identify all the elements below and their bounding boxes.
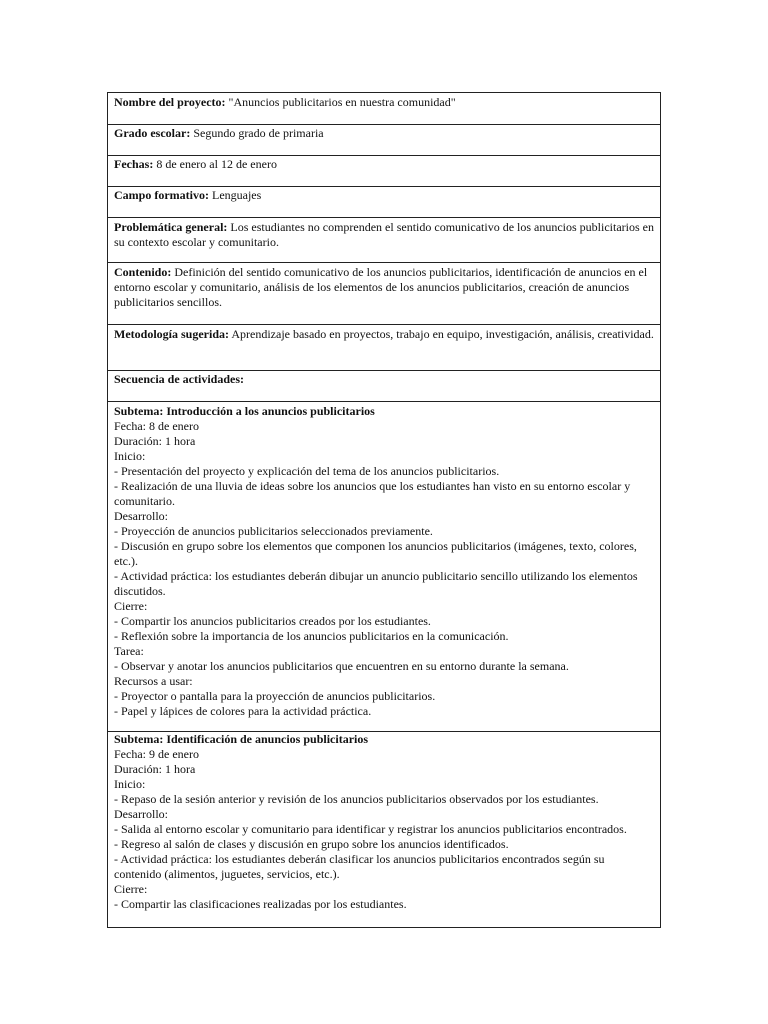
row-campo-formativo [108, 187, 660, 218]
list-item: - Regreso al salón de clases y discusión en grupo sobre los anuncios identificados. [114, 837, 509, 851]
subtema-2-fecha: Fecha: 9 de enero [114, 747, 199, 761]
list-item: - Compartir las clasificaciones realizadas por los estudiantes. [114, 897, 407, 911]
list-item: - Actividad práctica: los estudiantes deberán dibujar un anuncio publicitario sencillo utilizando los elementos discutidos. [114, 569, 638, 598]
value-grado-escolar: Segundo grado de primaria [190, 126, 324, 140]
subtema-2-cierre: Cierre: [114, 882, 148, 896]
row-metodologia [108, 325, 660, 371]
list-item: - Realización de una lluvia de ideas sobre los anuncios que los estudiantes han visto en su entorno escolar y comunitario. [114, 479, 631, 508]
project-table [107, 92, 661, 928]
label-campo-formativo: Campo formativo: [114, 188, 209, 202]
subtema-2-desarrollo: Desarrollo: [114, 807, 168, 821]
row-problematica [108, 218, 660, 263]
subtema-1-duracion: Duración: 1 hora [114, 434, 196, 448]
subtema-2-cell [108, 732, 660, 927]
row-fechas [108, 156, 660, 187]
label-secuencia: Secuencia de actividades: [114, 372, 244, 386]
subtema-1-cell [108, 402, 660, 732]
subtema-1-tarea: Tarea: [114, 644, 144, 658]
subtema-1-desarrollo: Desarrollo: [114, 509, 168, 523]
list-item: - Presentación del proyecto y explicación del tema de los anuncios publicitarios. [114, 464, 500, 478]
label-grado-escolar: Grado escolar: [114, 126, 191, 140]
list-item: - Proyector o pantalla para la proyección de anuncios publicitarios. [114, 689, 436, 703]
subtema-2-title: Subtema: Identificación de anuncios publicitarios [114, 732, 369, 746]
label-contenido: Contenido: [114, 265, 172, 279]
list-item: - Papel y lápices de colores para la actividad práctica. [114, 704, 372, 718]
label-nombre-proyecto: Nombre del proyecto: [114, 95, 226, 109]
subtema-1-cierre: Cierre: [114, 599, 148, 613]
list-item: - Actividad práctica: los estudiantes deberán clasificar los anuncios publicitarios encontrados según su contenido (alimentos, juguetes, servicios, etc.). [114, 852, 605, 881]
list-item: - Reflexión sobre la importancia de los anuncios publicitarios en la comunicación. [114, 629, 509, 643]
list-item: - Observar y anotar los anuncios publicitarios que encuentren en su entorno durante la semana. [114, 659, 569, 673]
subtema-1-title: Subtema: Introducción a los anuncios publicitarios [114, 404, 375, 418]
value-problematica: Los estudiantes no comprenden el sentido comunicativo de los anuncios publicitarios en su contexto escolar y comunitario. [114, 220, 654, 249]
value-campo-formativo: Lenguajes [208, 188, 262, 202]
row-secuencia [108, 371, 660, 402]
value-metodologia: Aprendizaje basado en proyectos, trabajo en equipo, investigación, análisis, creatividad. [229, 327, 654, 341]
label-problematica: Problemática general: [114, 220, 228, 234]
value-nombre-proyecto: "Anuncios publicitarios en nuestra comunidad" [225, 95, 456, 109]
subtema-2-duracion: Duración: 1 hora [114, 762, 196, 776]
list-item: - Compartir los anuncios publicitarios creados por los estudiantes. [114, 614, 431, 628]
list-item: - Salida al entorno escolar y comunitario para identificar y registrar los anuncios publicitarios encontrados. [114, 822, 627, 836]
row-grado-escolar [108, 125, 660, 156]
value-contenido: Definición del sentido comunicativo de los anuncios publicitarios, identificación de anuncios en el entorno escolar y comunitario, análisis de los elementos de los anuncios publicitarios, creación de anuncios publicitarios sencillos. [114, 265, 648, 309]
subtema-1-inicio: Inicio: [114, 449, 146, 463]
label-fechas: Fechas: [114, 157, 154, 171]
value-fechas: 8 de enero al 12 de enero [153, 157, 277, 171]
subtema-1-fecha: Fecha: 8 de enero [114, 419, 199, 433]
label-metodologia: Metodología sugerida: [114, 327, 229, 341]
subtema-2-inicio: Inicio: [114, 777, 146, 791]
row-contenido [108, 263, 660, 325]
list-item: - Proyección de anuncios publicitarios seleccionados previamente. [114, 524, 433, 538]
row-nombre-proyecto [108, 93, 660, 125]
list-item: - Discusión en grupo sobre los elementos que componen los anuncios publicitarios (imágenes, texto, colores, etc.). [114, 539, 637, 568]
subtema-1-recursos: Recursos a usar: [114, 674, 193, 688]
list-item: - Repaso de la sesión anterior y revisión de los anuncios publicitarios observados por los estudiantes. [114, 792, 599, 806]
